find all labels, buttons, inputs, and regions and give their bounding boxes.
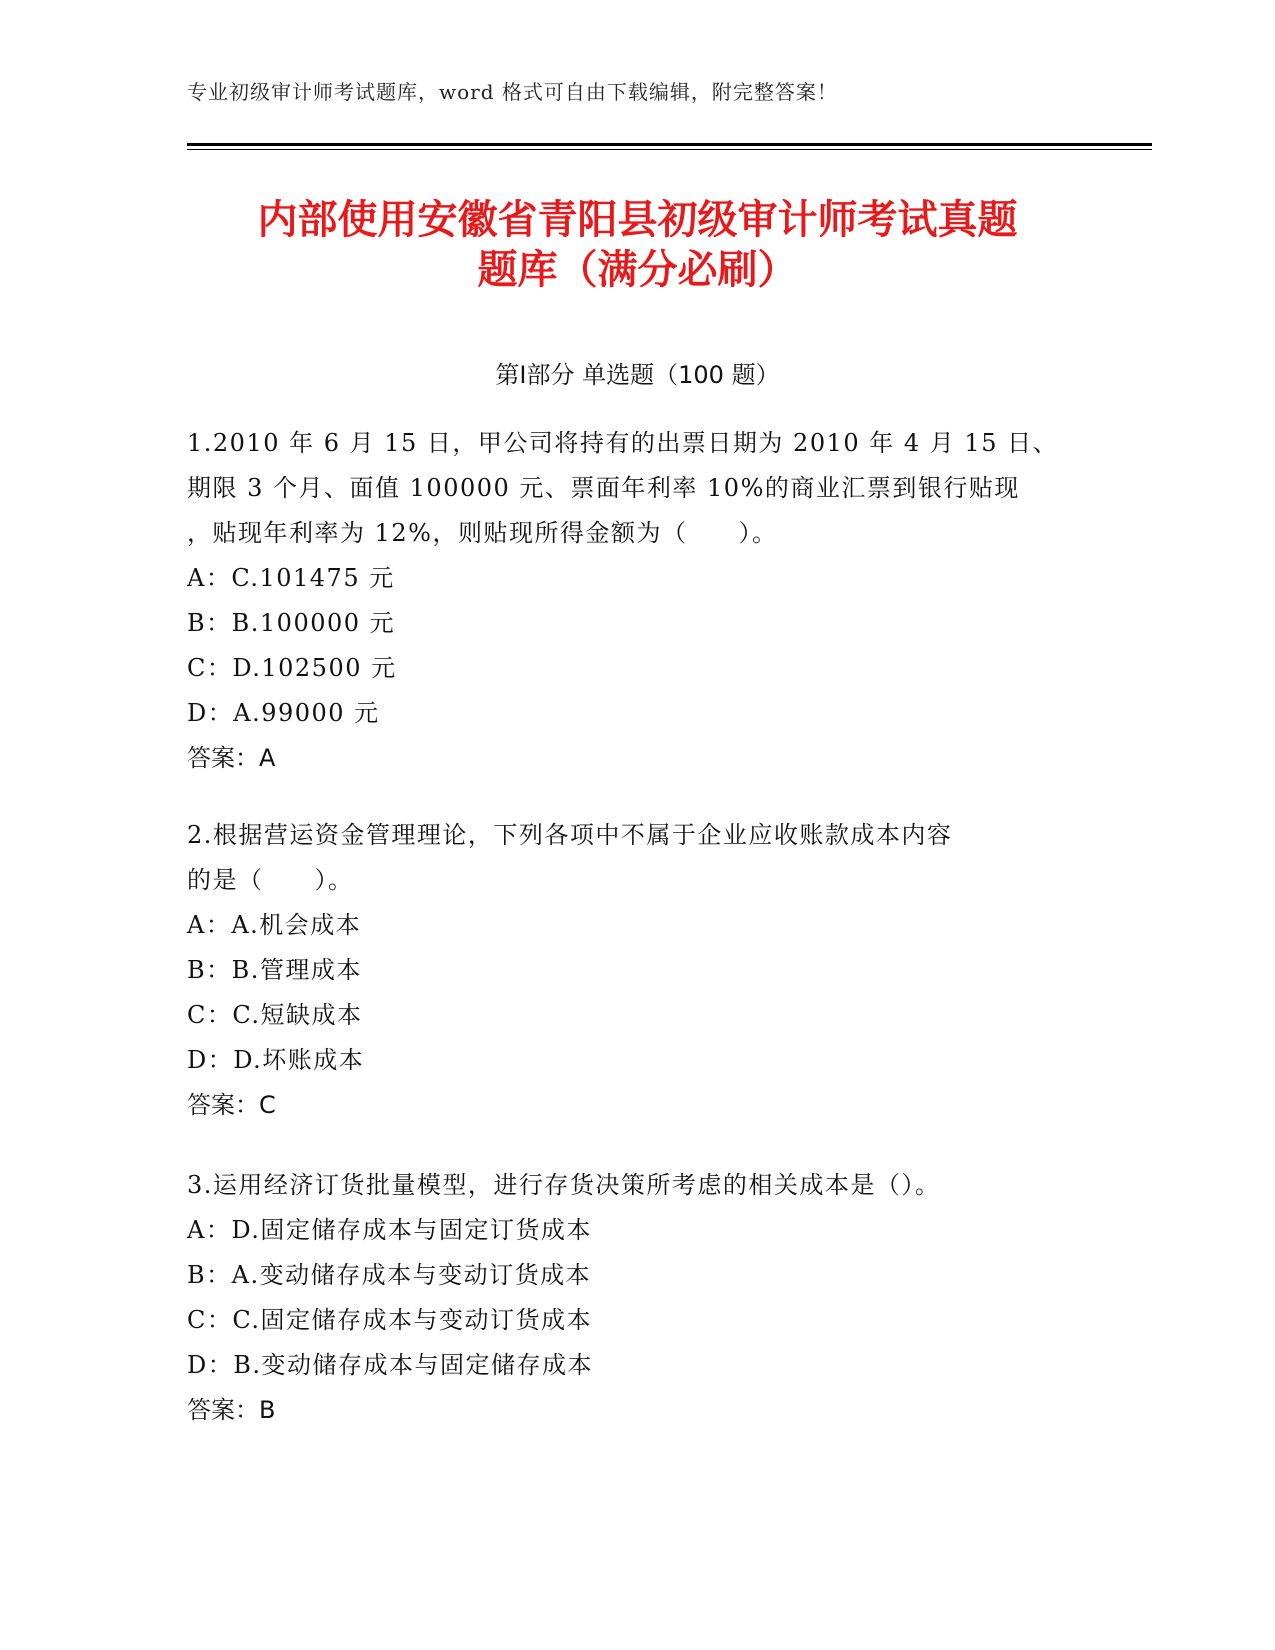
option-c: C：C.固定储存成本与变动订货成本 (187, 1306, 592, 1334)
option-b: B：A.变动储存成本与变动订货成本 (187, 1261, 592, 1289)
option-c: C：C.短缺成本 (187, 1001, 363, 1029)
header-divider (187, 143, 1152, 150)
header-note: 专业初级审计师考试题库，word 格式可自由下载编辑，附完整答案！ (187, 80, 838, 104)
question-1 (187, 421, 1087, 781)
question-stem-line: 期限 3 个月、面值 100000 元、票面年利率 10%的商业汇票到银行贴现 (187, 474, 1020, 502)
option-a: A：D.固定储存成本与固定订货成本 (187, 1216, 592, 1244)
document-title (140, 195, 1135, 295)
question-stem-line: ，贴现年利率为 12%，则贴现所得金额为（ ）。 (187, 519, 778, 547)
option-d: D：A.99000 元 (187, 699, 380, 727)
question-stem-line: 3.运用经济订货批量模型，进行存货决策所考虑的相关成本是（）。 (187, 1171, 941, 1199)
answer: 答案：B (187, 1396, 276, 1424)
question-stem-line: 1.2010 年 6 月 15 日，甲公司将持有的出票日期为 2010 年 4 月 15 日、 (187, 429, 1059, 457)
question-stem-line: 2.根据营运资金管理理论，下列各项中不属于企业应收账款成本内容 (187, 821, 953, 849)
option-c: C：D.102500 元 (187, 654, 397, 682)
option-a: A：A.机会成本 (187, 911, 362, 939)
option-b: B：B.管理成本 (187, 956, 362, 984)
document-title-line-1: 内部使用安徽省青阳县初级审计师考试真题 (257, 197, 1018, 243)
option-d: D：B.变动储存成本与固定储存成本 (187, 1351, 594, 1379)
question-3 (187, 1163, 1087, 1433)
option-b: B：B.100000 元 (187, 609, 396, 637)
header-divider-thick (187, 143, 1152, 146)
answer: 答案：A (187, 744, 276, 772)
document-title-line-2: 题库（满分必刷） (477, 247, 798, 293)
question-stem-line: 的是（ ）。 (187, 866, 354, 894)
option-d: D：D.坏账成本 (187, 1046, 365, 1074)
answer: 答案：C (187, 1091, 276, 1119)
header-divider-thin (187, 149, 1152, 150)
section-title: 第Ⅰ部分 单选题（100 题） (495, 361, 780, 389)
question-2 (187, 813, 1087, 1128)
option-a: A：C.101475 元 (187, 564, 395, 592)
